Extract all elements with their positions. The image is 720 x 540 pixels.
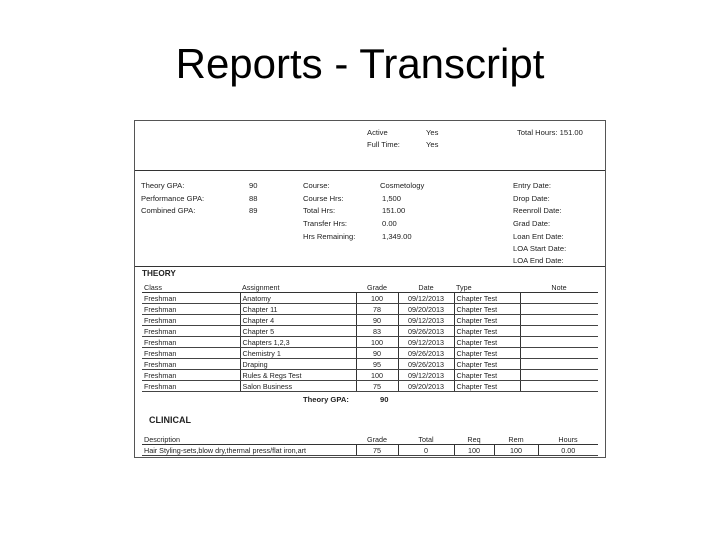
theory-cell-date: 09/12/2013 <box>398 337 454 348</box>
hrs-remaining-label: Hrs Remaining: <box>303 232 356 241</box>
col-class: Class <box>142 282 240 293</box>
col-note: Note <box>520 282 598 293</box>
theory-header-row <box>142 282 598 293</box>
theory-cell-assignment: Chapter 5 <box>240 326 356 337</box>
theory-cell-assignment: Chapter 4 <box>240 315 356 326</box>
clinical-cell-description: Hair Styling-sets,blow dry,thermal press/flat iron,art <box>142 445 356 456</box>
theory-cell-note <box>520 326 598 337</box>
col-grade: Grade <box>356 282 398 293</box>
theory-cell-note <box>520 359 598 370</box>
reenroll-date-label: Reenroll Date: <box>513 206 562 215</box>
theory-cell-class: Freshman <box>142 304 240 315</box>
theory-cell-assignment: Rules & Regs Test <box>240 370 356 381</box>
loan-ent-date-label: Loan Ent Date: <box>513 232 564 241</box>
clinical-cell-grade: 75 <box>356 445 398 456</box>
total-hours: Total Hours: 151.00 <box>517 128 583 137</box>
theory-cell-type: Chapter Test <box>454 337 520 348</box>
theory-cell-class: Freshman <box>142 315 240 326</box>
col-assignment: Assignment <box>240 282 356 293</box>
fulltime-value: Yes <box>426 140 439 149</box>
theory-cell-note <box>520 304 598 315</box>
theory-cell-assignment: Chapters 1,2,3 <box>240 337 356 348</box>
theory-cell-date: 09/12/2013 <box>398 315 454 326</box>
loa-end-date-label: LOA End Date: <box>513 256 564 265</box>
active-label: Active <box>367 128 388 137</box>
combined-gpa-label: Combined GPA: <box>141 206 196 215</box>
theory-cell-note <box>520 315 598 326</box>
clin-col-description: Description <box>142 434 356 445</box>
clinical-cell-total: 0 <box>398 445 454 456</box>
total-hrs-value: 151.00 <box>382 206 406 215</box>
entry-date-label: Entry Date: <box>513 181 551 190</box>
clin-col-grade: Grade <box>356 434 398 445</box>
theory-table <box>142 282 598 392</box>
theory-cell-grade: 95 <box>356 359 398 370</box>
theory-cell-note <box>520 293 598 304</box>
transfer-hrs-value: 0.00 <box>382 219 397 228</box>
slide-title: Reports - Transcript <box>175 40 545 87</box>
table-row <box>142 337 598 348</box>
theory-cell-class: Freshman <box>142 293 240 304</box>
course-value: Cosmetology <box>380 181 425 190</box>
theory-cell-type: Chapter Test <box>454 359 520 370</box>
theory-gpa-value: 90 <box>249 181 258 190</box>
theory-cell-date: 09/20/2013 <box>398 381 454 392</box>
theory-cell-date: 09/20/2013 <box>398 304 454 315</box>
theory-cell-type: Chapter Test <box>454 370 520 381</box>
theory-cell-type: Chapter Test <box>454 304 520 315</box>
performance-gpa-value: 88 <box>249 194 258 203</box>
table-row <box>142 326 598 337</box>
theory-cell-date: 09/12/2013 <box>398 293 454 304</box>
table-row <box>142 293 598 304</box>
theory-cell-type: Chapter Test <box>454 293 520 304</box>
table-row <box>142 348 598 359</box>
theory-cell-grade: 83 <box>356 326 398 337</box>
theory-cell-class: Freshman <box>142 370 240 381</box>
theory-cell-grade: 100 <box>356 370 398 381</box>
theory-cell-date: 09/26/2013 <box>398 348 454 359</box>
table-row <box>142 445 598 456</box>
hrs-remaining-value: 1,349.00 <box>382 232 412 241</box>
grad-date-label: Grad Date: <box>513 219 551 228</box>
theory-cell-class: Freshman <box>142 337 240 348</box>
theory-cell-date: 09/12/2013 <box>398 370 454 381</box>
theory-cell-class: Freshman <box>142 359 240 370</box>
clinical-header-row <box>142 434 598 445</box>
theory-cell-assignment: Draping <box>240 359 356 370</box>
theory-cell-note <box>520 370 598 381</box>
clinical-cell-hours: 0.00 <box>538 445 598 456</box>
theory-cell-grade: 90 <box>356 315 398 326</box>
clinical-heading: CLINICAL <box>149 415 191 425</box>
theory-cell-grade: 78 <box>356 304 398 315</box>
loa-start-date-label: LOA Start Date: <box>513 244 567 253</box>
transcript-report <box>134 120 606 458</box>
course-hrs-value: 1,500 <box>382 194 402 203</box>
theory-cell-type: Chapter Test <box>454 315 520 326</box>
theory-cell-assignment: Chemistry 1 <box>240 348 356 359</box>
col-type: Type <box>454 282 520 293</box>
theory-cell-assignment: Salon Business <box>240 381 356 392</box>
theory-cell-class: Freshman <box>142 326 240 337</box>
active-value: Yes <box>426 128 439 137</box>
theory-cell-note <box>520 381 598 392</box>
summary-divider <box>135 266 605 267</box>
theory-gpa-total-value: 90 <box>380 395 389 404</box>
theory-gpa-total-label: Theory GPA: <box>303 395 349 404</box>
table-row <box>142 359 598 370</box>
course-label: Course: <box>303 181 330 190</box>
theory-cell-type: Chapter Test <box>454 381 520 392</box>
theory-cell-date: 09/26/2013 <box>398 359 454 370</box>
theory-cell-grade: 100 <box>356 293 398 304</box>
theory-cell-assignment: Anatomy <box>240 293 356 304</box>
clinical-table <box>142 434 598 456</box>
table-row <box>142 304 598 315</box>
theory-cell-class: Freshman <box>142 381 240 392</box>
clin-col-total: Total <box>398 434 454 445</box>
fulltime-label: Full Time: <box>367 140 400 149</box>
theory-cell-grade: 75 <box>356 381 398 392</box>
theory-cell-assignment: Chapter 11 <box>240 304 356 315</box>
header-divider <box>135 170 605 171</box>
clin-col-hours: Hours <box>538 434 598 445</box>
clin-col-rem: Rem <box>494 434 538 445</box>
drop-date-label: Drop Date: <box>513 194 550 203</box>
clinical-cell-rem: 100 <box>494 445 538 456</box>
clin-col-req: Req <box>454 434 494 445</box>
table-row <box>142 381 598 392</box>
theory-gpa-label: Theory GPA: <box>141 181 185 190</box>
transfer-hrs-label: Transfer Hrs: <box>303 219 348 228</box>
theory-heading: THEORY <box>142 269 176 278</box>
theory-cell-grade: 100 <box>356 337 398 348</box>
theory-cell-type: Chapter Test <box>454 326 520 337</box>
total-hrs-label: Total Hrs: <box>303 206 336 215</box>
theory-cell-date: 09/26/2013 <box>398 326 454 337</box>
table-row <box>142 315 598 326</box>
performance-gpa-label: Performance GPA: <box>141 194 205 203</box>
theory-cell-grade: 90 <box>356 348 398 359</box>
col-date: Date <box>398 282 454 293</box>
course-hrs-label: Course Hrs: <box>303 194 344 203</box>
theory-cell-note <box>520 337 598 348</box>
table-row <box>142 370 598 381</box>
theory-cell-type: Chapter Test <box>454 348 520 359</box>
combined-gpa-value: 89 <box>249 206 258 215</box>
theory-cell-class: Freshman <box>142 348 240 359</box>
clinical-cell-req: 100 <box>454 445 494 456</box>
theory-cell-note <box>520 348 598 359</box>
